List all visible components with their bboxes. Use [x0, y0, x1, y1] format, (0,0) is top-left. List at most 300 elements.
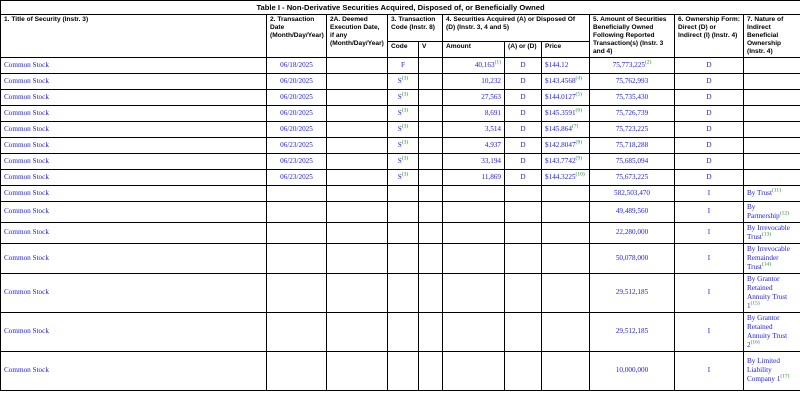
cell-amount-owned-text: 75,773,225 [612, 60, 645, 69]
table-row [1, 57, 800, 73]
cell-a-or-d-text: D [520, 124, 526, 133]
cell-a-or-d-text: D [520, 92, 526, 101]
table-row [1, 73, 800, 89]
cell-transaction-date-text: 06/23/2025 [280, 156, 313, 165]
cell-price [542, 201, 590, 222]
subheader-a-or-d: (A) or (D) [505, 42, 542, 58]
cell-amount [443, 153, 505, 169]
cell-ownership-form-text: I [707, 327, 711, 336]
subheader-amount: Amount [443, 42, 505, 58]
cell-title-of-security [1, 121, 267, 137]
cell-transaction-date-text: 06/20/2025 [280, 92, 313, 101]
cell-ownership-form [675, 243, 744, 273]
cell-v [419, 137, 443, 153]
cell-amount-owned [590, 137, 675, 153]
header-title-of-security: 1. Title of Security (Instr. 3) [1, 15, 267, 58]
header-transaction-date: 2. Transaction Date (Month/Day/Year) [267, 15, 327, 58]
cell-amount-owned-text: 29,512,185 [615, 327, 649, 336]
cell-nature-of-ownership-text: By Grantor Retained Annuity Trust 2 [747, 313, 788, 349]
cell-transaction-date [267, 73, 327, 89]
cell-title-of-security-text: Common Stock [4, 92, 49, 101]
cell-v [419, 243, 443, 273]
cell-nature-of-ownership [744, 243, 800, 273]
cell-deemed-execution-date [327, 351, 388, 390]
cell-ownership-form-text: I [707, 366, 711, 375]
cell-title-of-security [1, 351, 267, 390]
cell-deemed-execution-date [327, 243, 388, 273]
cell-transaction-code [388, 185, 419, 201]
cell-price-text: $144.12 [545, 60, 569, 69]
table-row [1, 273, 800, 312]
header-deemed-execution-date: 2A. Deemed Execution Date, if any (Month/Day/Year) [327, 15, 388, 58]
cell-transaction-code [388, 57, 419, 73]
cell-v [419, 57, 443, 73]
cell-title-of-security-text: Common Stock [4, 188, 49, 197]
cell-transaction-code [388, 351, 419, 390]
cell-transaction-code [388, 222, 419, 243]
footnote-ref[interactable]: (8) [575, 139, 582, 146]
cell-amount-owned [590, 222, 675, 243]
cell-amount-text: 33,194 [481, 156, 501, 165]
cell-ownership-form-text: I [707, 253, 711, 262]
cell-amount-owned-text: 75,735,430 [615, 92, 649, 101]
cell-transaction-date-text: 06/20/2025 [280, 76, 313, 85]
cell-v [419, 201, 443, 222]
cell-transaction-code [388, 73, 419, 89]
cell-transaction-date [267, 153, 327, 169]
cell-ownership-form-text: D [706, 172, 712, 181]
cell-a-or-d [505, 153, 542, 169]
cell-amount-owned-text: 75,762,993 [615, 76, 649, 85]
cell-ownership-form [675, 105, 744, 121]
table-row [1, 201, 800, 222]
table-title: Table I - Non-Derivative Securities Acquired, Disposed of, or Beneficially Owned [1, 1, 800, 15]
cell-transaction-code-text: S [397, 92, 402, 101]
table-row [1, 169, 800, 185]
cell-price-text: $145.3591 [545, 108, 576, 117]
cell-price [542, 121, 590, 137]
cell-transaction-date-text: 06/20/2025 [280, 124, 313, 133]
cell-amount-owned [590, 243, 675, 273]
footnote-ref[interactable]: (10) [575, 171, 585, 178]
cell-deemed-execution-date [327, 57, 388, 73]
cell-price [542, 57, 590, 73]
cell-amount-owned-text: 49,489,560 [615, 207, 649, 216]
cell-transaction-date [267, 312, 327, 351]
subheader-v: V [419, 42, 443, 58]
cell-price [542, 73, 590, 89]
cell-price [542, 137, 590, 153]
cell-deemed-execution-date [327, 105, 388, 121]
cell-ownership-form [675, 57, 744, 73]
header-nature-of-ownership: 7. Nature of Indirect Beneficial Ownership (Instr. 4) [744, 15, 800, 58]
cell-nature-of-ownership-text: By Irrevocable Remainder Trust [747, 244, 790, 271]
cell-v [419, 89, 443, 105]
cell-title-of-security [1, 153, 267, 169]
footnote-ref[interactable]: (3) [401, 107, 409, 114]
cell-title-of-security-text: Common Stock [4, 253, 49, 262]
cell-nature-of-ownership [744, 137, 800, 153]
cell-amount-owned [590, 273, 675, 312]
footnote-ref[interactable]: (2) [644, 59, 652, 66]
cell-amount [443, 312, 505, 351]
cell-a-or-d [505, 273, 542, 312]
table-body [1, 57, 800, 390]
cell-price-text: $144.0127 [545, 92, 576, 101]
subheader-code: Code [388, 42, 419, 58]
cell-transaction-code-text: S [397, 172, 402, 181]
cell-amount-owned-text: 22,280,000 [615, 228, 649, 237]
cell-nature-of-ownership [744, 185, 800, 201]
cell-transaction-date-text: 06/18/2025 [280, 60, 313, 69]
cell-v [419, 73, 443, 89]
footnote-ref[interactable]: (9) [575, 155, 582, 162]
cell-title-of-security [1, 273, 267, 312]
cell-amount [443, 73, 505, 89]
cell-deemed-execution-date [327, 73, 388, 89]
cell-transaction-date [267, 121, 327, 137]
cell-price [542, 222, 590, 243]
cell-amount [443, 89, 505, 105]
cell-ownership-form [675, 312, 744, 351]
table-row [1, 312, 800, 351]
footnote-ref[interactable]: (16) [750, 339, 760, 346]
cell-nature-of-ownership [744, 73, 800, 89]
cell-nature-of-ownership [744, 105, 800, 121]
cell-title-of-security [1, 312, 267, 351]
cell-nature-of-ownership [744, 222, 800, 243]
cell-amount-owned [590, 121, 675, 137]
cell-amount-owned-text: 75,673,225 [615, 172, 649, 181]
cell-transaction-date-text: 06/23/2025 [280, 140, 313, 149]
header-amount-beneficially-owned: 5. Amount of Securities Beneficially Owned Following Reported Transaction(s) (Instr. 3 and 4) [590, 15, 675, 58]
cell-nature-of-ownership-text: By Limited Liability Company 1 [747, 357, 781, 384]
cell-a-or-d-text: D [520, 156, 526, 165]
cell-ownership-form [675, 169, 744, 185]
cell-amount-owned [590, 89, 675, 105]
cell-amount-text: 4,937 [484, 140, 501, 149]
footnote-ref[interactable]: (17) [780, 373, 790, 380]
cell-title-of-security [1, 57, 267, 73]
cell-amount-owned [590, 169, 675, 185]
cell-ownership-form-text: D [706, 156, 712, 165]
cell-deemed-execution-date [327, 201, 388, 222]
cell-ownership-form-text: I [707, 188, 711, 197]
cell-amount-owned-text: 75,718,288 [615, 140, 649, 149]
footnote-ref[interactable]: (11) [771, 187, 781, 194]
cell-ownership-form-text: D [706, 92, 712, 101]
cell-price [542, 351, 590, 390]
cell-a-or-d [505, 169, 542, 185]
cell-transaction-date [267, 185, 327, 201]
cell-amount [443, 201, 505, 222]
cell-deemed-execution-date [327, 222, 388, 243]
header-securities-acquired-disposed: 4. Securities Acquired (A) or Disposed Of (D) (Instr. 3, 4 and 5) [443, 15, 590, 42]
cell-v [419, 273, 443, 312]
cell-a-or-d-text: D [520, 60, 526, 69]
cell-amount-text: 11,869 [481, 172, 501, 181]
footnote-ref[interactable]: (7) [571, 123, 579, 130]
cell-title-of-security [1, 243, 267, 273]
cell-deemed-execution-date [327, 169, 388, 185]
cell-transaction-code-text: S [397, 124, 402, 133]
cell-transaction-code [388, 121, 419, 137]
cell-title-of-security [1, 201, 267, 222]
footnote-ref[interactable]: (3) [401, 91, 409, 98]
cell-nature-of-ownership [744, 121, 800, 137]
cell-amount [443, 121, 505, 137]
cell-transaction-code [388, 312, 419, 351]
cell-amount-owned-text: 582,503,470 [614, 188, 650, 197]
cell-title-of-security-text: Common Stock [4, 60, 49, 69]
cell-amount-owned [590, 105, 675, 121]
table-row [1, 153, 800, 169]
cell-amount-owned [590, 185, 675, 201]
cell-ownership-form-text: I [707, 288, 711, 297]
cell-price [542, 273, 590, 312]
cell-transaction-code-text: F [401, 60, 405, 69]
cell-a-or-d-text: D [520, 76, 526, 85]
cell-nature-of-ownership-text: By Trust [747, 188, 772, 197]
cell-amount [443, 137, 505, 153]
footnote-ref[interactable]: (14) [761, 261, 772, 268]
cell-a-or-d [505, 201, 542, 222]
cell-a-or-d [505, 57, 542, 73]
cell-ownership-form [675, 273, 744, 312]
cell-a-or-d [505, 89, 542, 105]
cell-title-of-security-text: Common Stock [4, 124, 49, 133]
cell-transaction-code-text: S [397, 140, 402, 149]
cell-title-of-security [1, 222, 267, 243]
cell-transaction-code [388, 201, 419, 222]
cell-price-text: $145.864 [545, 124, 572, 133]
cell-price-text: $143.4568 [545, 76, 576, 85]
cell-ownership-form [675, 222, 744, 243]
footnote-ref[interactable]: (3) [401, 139, 409, 146]
cell-title-of-security-text: Common Stock [4, 207, 49, 216]
cell-amount [443, 57, 505, 73]
cell-a-or-d [505, 73, 542, 89]
cell-title-of-security [1, 89, 267, 105]
cell-v [419, 222, 443, 243]
footnote-ref[interactable]: (13) [761, 231, 772, 238]
cell-transaction-date [267, 89, 327, 105]
cell-ownership-form [675, 153, 744, 169]
cell-v [419, 153, 443, 169]
cell-a-or-d [505, 243, 542, 273]
cell-transaction-date [267, 201, 327, 222]
cell-amount-owned-text: 75,723,225 [615, 124, 649, 133]
cell-amount-owned-text: 75,726,739 [615, 108, 649, 117]
cell-transaction-code [388, 137, 419, 153]
cell-transaction-code-text: S [397, 108, 402, 117]
cell-title-of-security-text: Common Stock [4, 156, 49, 165]
cell-a-or-d [505, 185, 542, 201]
cell-title-of-security-text: Common Stock [4, 172, 49, 181]
cell-deemed-execution-date [327, 273, 388, 312]
cell-price [542, 243, 590, 273]
cell-a-or-d [505, 105, 542, 121]
cell-amount-text: 27,563 [481, 92, 501, 101]
cell-amount-owned [590, 153, 675, 169]
cell-amount-owned-text: 10,000,000 [615, 366, 649, 375]
table-row [1, 89, 800, 105]
table-row [1, 137, 800, 153]
cell-transaction-code [388, 89, 419, 105]
cell-price [542, 153, 590, 169]
cell-ownership-form [675, 73, 744, 89]
cell-a-or-d [505, 137, 542, 153]
cell-title-of-security [1, 169, 267, 185]
cell-transaction-code-text: S [397, 76, 402, 85]
cell-price [542, 185, 590, 201]
cell-title-of-security [1, 105, 267, 121]
cell-amount-text: 40,163 [474, 60, 495, 69]
cell-amount [443, 222, 505, 243]
cell-title-of-security-text: Common Stock [4, 228, 49, 237]
cell-ownership-form-text: D [706, 140, 712, 149]
cell-transaction-date [267, 105, 327, 121]
cell-deemed-execution-date [327, 121, 388, 137]
subheader-price: Price [542, 42, 590, 58]
cell-a-or-d [505, 222, 542, 243]
cell-v [419, 121, 443, 137]
table-row [1, 351, 800, 390]
cell-amount-text: 10,232 [481, 76, 501, 85]
cell-ownership-form-text: I [707, 207, 711, 216]
cell-v [419, 185, 443, 201]
cell-nature-of-ownership [744, 351, 800, 390]
cell-deemed-execution-date [327, 185, 388, 201]
cell-transaction-date [267, 351, 327, 390]
cell-amount [443, 351, 505, 390]
cell-transaction-date [267, 169, 327, 185]
header-ownership-form: 6. Ownership Form: Direct (D) or Indirect (I) (Instr. 4) [675, 15, 744, 58]
cell-ownership-form-text: D [706, 60, 712, 69]
cell-amount-owned-text: 50,078,000 [615, 253, 649, 262]
cell-price-text: $142.8047 [545, 140, 576, 149]
cell-amount-owned [590, 57, 675, 73]
cell-ownership-form-text: D [706, 76, 712, 85]
cell-nature-of-ownership [744, 57, 800, 73]
cell-ownership-form-text: I [707, 228, 711, 237]
cell-v [419, 105, 443, 121]
cell-ownership-form [675, 89, 744, 105]
cell-transaction-date [267, 57, 327, 73]
footnote-ref[interactable]: (3) [401, 171, 409, 178]
cell-amount-owned-text: 75,685,094 [615, 156, 649, 165]
cell-amount-owned-text: 29,512,185 [615, 288, 649, 297]
cell-title-of-security-text: Common Stock [4, 76, 49, 85]
cell-amount [443, 243, 505, 273]
cell-a-or-d-text: D [520, 172, 526, 181]
cell-amount-owned [590, 201, 675, 222]
cell-amount [443, 185, 505, 201]
cell-nature-of-ownership [744, 312, 800, 351]
cell-nature-of-ownership [744, 89, 800, 105]
cell-transaction-code [388, 243, 419, 273]
cell-amount-owned [590, 351, 675, 390]
cell-price [542, 312, 590, 351]
cell-deemed-execution-date [327, 137, 388, 153]
cell-transaction-date [267, 273, 327, 312]
table-row [1, 243, 800, 273]
cell-amount-owned [590, 312, 675, 351]
cell-ownership-form [675, 351, 744, 390]
cell-a-or-d-text: D [520, 140, 526, 149]
footnote-ref[interactable]: (3) [401, 75, 409, 82]
cell-price-text: $143.7742 [545, 156, 576, 165]
cell-nature-of-ownership [744, 201, 800, 222]
cell-transaction-date [267, 137, 327, 153]
cell-transaction-code [388, 169, 419, 185]
cell-title-of-security [1, 137, 267, 153]
cell-amount-owned [590, 73, 675, 89]
cell-transaction-code-text: S [397, 156, 402, 165]
cell-title-of-security-text: Common Stock [4, 366, 49, 375]
cell-amount-text: 3,514 [484, 124, 501, 133]
footnote-ref[interactable]: (15) [750, 300, 760, 307]
cell-v [419, 169, 443, 185]
footnote-ref[interactable]: (3) [401, 155, 409, 162]
cell-title-of-security-text: Common Stock [4, 140, 49, 149]
cell-transaction-code [388, 273, 419, 312]
footnote-ref[interactable]: (4) [575, 75, 582, 82]
cell-transaction-code [388, 105, 419, 121]
cell-a-or-d [505, 351, 542, 390]
cell-nature-of-ownership-text: By Partnership [747, 202, 780, 220]
table-row [1, 222, 800, 243]
cell-a-or-d-text: D [520, 108, 526, 117]
cell-title-of-security-text: Common Stock [4, 108, 49, 117]
cell-v [419, 312, 443, 351]
cell-nature-of-ownership-text: By Irrevocable Trust [747, 223, 790, 241]
table-row [1, 121, 800, 137]
cell-amount [443, 169, 505, 185]
footnote-ref[interactable]: (1) [494, 59, 501, 66]
cell-transaction-date [267, 243, 327, 273]
footnote-ref[interactable]: (6) [575, 107, 582, 114]
cell-amount [443, 273, 505, 312]
cell-amount-text: 8,691 [484, 108, 501, 117]
cell-title-of-security [1, 73, 267, 89]
cell-transaction-date [267, 222, 327, 243]
cell-nature-of-ownership [744, 273, 800, 312]
cell-transaction-date-text: 06/23/2025 [280, 172, 313, 181]
cell-ownership-form [675, 201, 744, 222]
table-row [1, 185, 800, 201]
cell-ownership-form-text: D [706, 108, 712, 117]
cell-title-of-security-text: Common Stock [4, 327, 49, 336]
cell-title-of-security-text: Common Stock [4, 288, 49, 297]
cell-ownership-form-text: D [706, 124, 712, 133]
footnote-ref[interactable]: (5) [575, 91, 582, 98]
cell-price-text: $144.3225 [545, 172, 576, 181]
cell-a-or-d [505, 121, 542, 137]
cell-nature-of-ownership-text: By Grantor Retained Annuity Trust 1 [747, 274, 788, 310]
cell-ownership-form [675, 137, 744, 153]
cell-price [542, 105, 590, 121]
cell-ownership-form [675, 185, 744, 201]
header-transaction-code: 3. Transaction Code (Instr. 8) [388, 15, 443, 42]
cell-v [419, 351, 443, 390]
cell-ownership-form [675, 121, 744, 137]
cell-deemed-execution-date [327, 312, 388, 351]
cell-deemed-execution-date [327, 153, 388, 169]
cell-nature-of-ownership [744, 153, 800, 169]
footnote-ref[interactable]: (3) [401, 123, 409, 130]
footnote-ref[interactable]: (12) [779, 210, 789, 217]
